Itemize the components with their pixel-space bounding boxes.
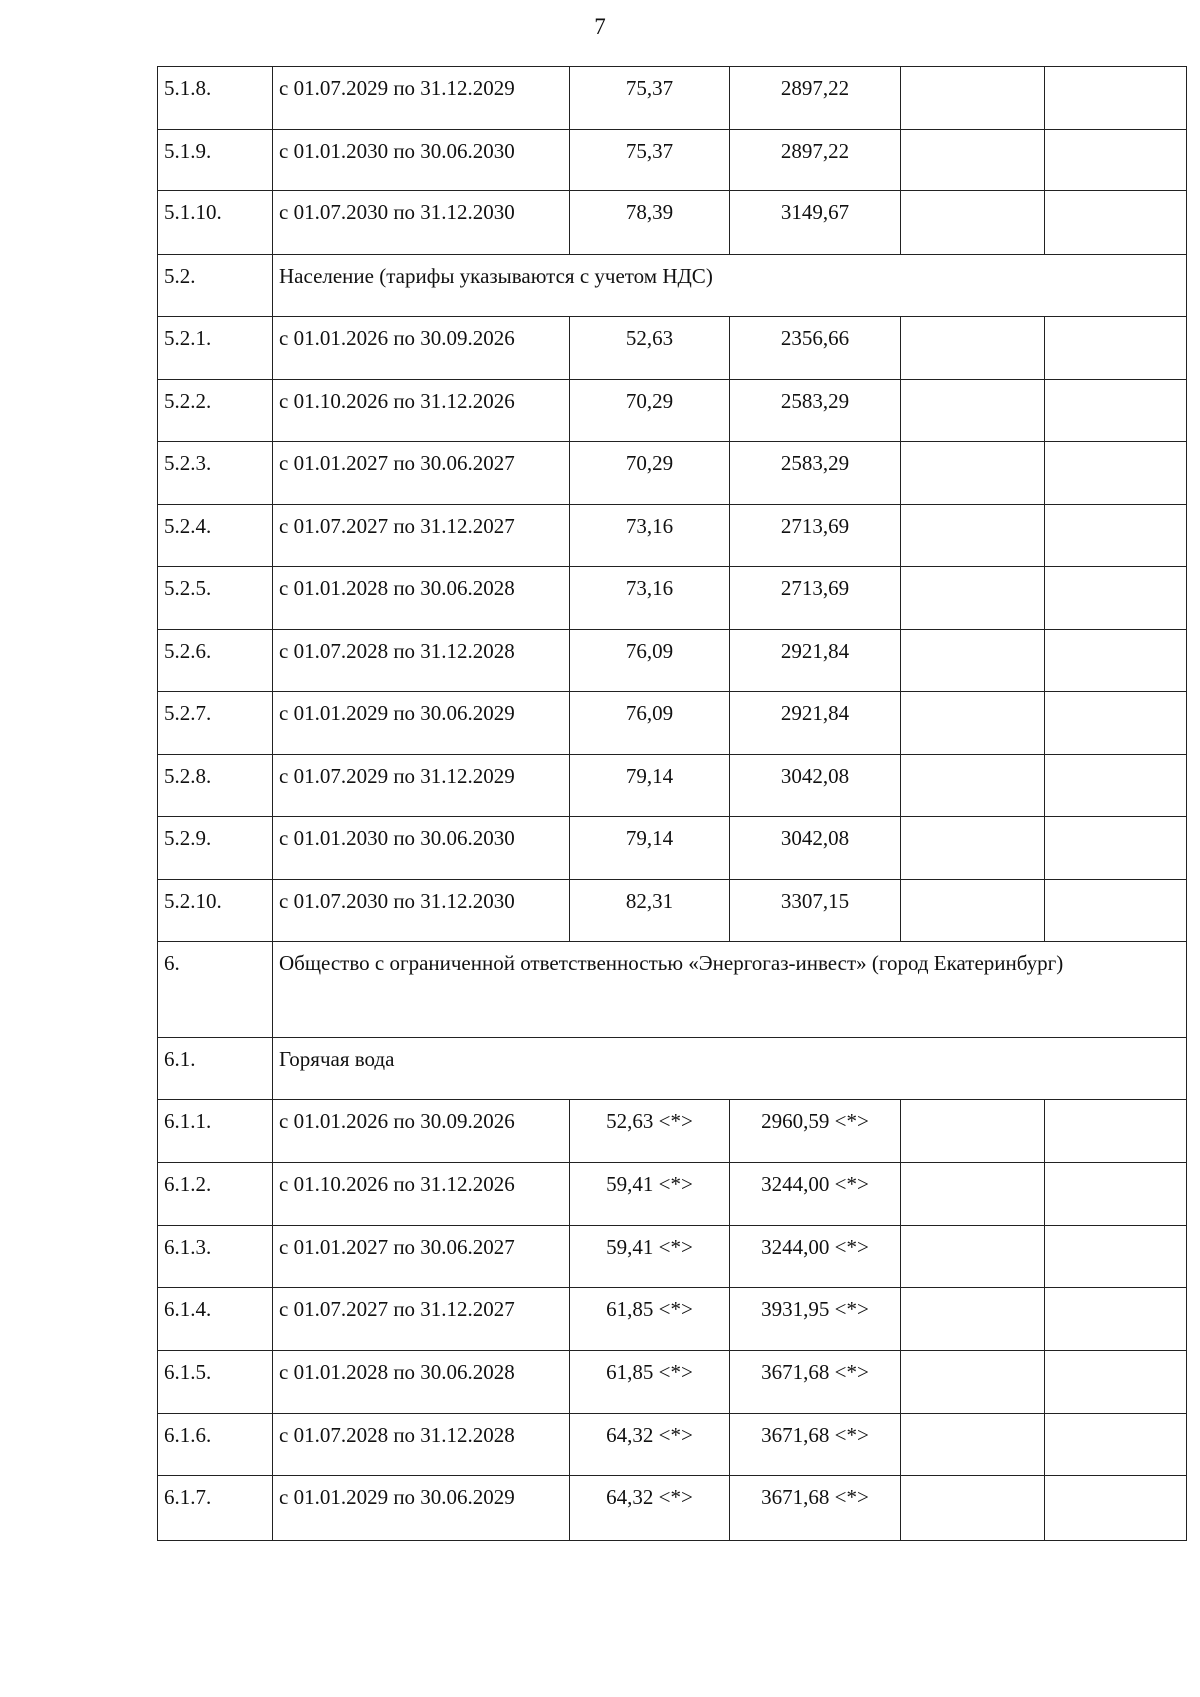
period-cell: с 01.01.2029 по 30.06.2029 bbox=[273, 1476, 570, 1541]
section-title-cell: Общество с ограниченной ответственностью «Энергогаз-инвест» (город Екатеринбург) bbox=[273, 942, 1187, 1038]
tariff-value-cell: 2356,66 bbox=[730, 317, 901, 380]
item-number-cell: 6.1.1. bbox=[158, 1100, 273, 1163]
period-cell: с 01.07.2030 по 31.12.2030 bbox=[273, 191, 570, 255]
period-cell: с 01.01.2029 по 30.06.2029 bbox=[273, 692, 570, 755]
item-number-cell: 5.2.8. bbox=[158, 755, 273, 817]
tariff-value-cell: 79,14 bbox=[570, 817, 730, 880]
tariff-value-cell: 3042,08 bbox=[730, 817, 901, 880]
tariff-value-cell: 73,16 bbox=[570, 567, 730, 630]
empty-cell bbox=[1045, 630, 1187, 692]
table-row bbox=[158, 880, 1187, 942]
item-number-cell: 5.2. bbox=[158, 255, 273, 317]
item-number-cell: 5.2.4. bbox=[158, 505, 273, 567]
tariff-value-cell: 3671,68 <*> bbox=[730, 1351, 901, 1414]
empty-cell bbox=[901, 442, 1045, 505]
tariff-value-cell: 2713,69 bbox=[730, 505, 901, 567]
tariff-value-cell: 75,37 bbox=[570, 67, 730, 130]
item-number-cell: 5.2.1. bbox=[158, 317, 273, 380]
tariff-value-cell: 79,14 bbox=[570, 755, 730, 817]
empty-cell bbox=[1045, 380, 1187, 442]
table-row bbox=[158, 67, 1187, 130]
table-row bbox=[158, 1351, 1187, 1414]
tariff-value-cell: 2897,22 bbox=[730, 130, 901, 191]
section-header-row bbox=[158, 1038, 1187, 1100]
tariff-value-cell: 2713,69 bbox=[730, 567, 901, 630]
empty-cell bbox=[1045, 880, 1187, 942]
period-cell: с 01.01.2030 по 30.06.2030 bbox=[273, 130, 570, 191]
section-header-row bbox=[158, 942, 1187, 1038]
table-row bbox=[158, 1100, 1187, 1163]
empty-cell bbox=[1045, 1163, 1187, 1226]
tariff-value-cell: 52,63 bbox=[570, 317, 730, 380]
empty-cell bbox=[901, 567, 1045, 630]
tariff-value-cell: 76,09 bbox=[570, 692, 730, 755]
item-number-cell: 5.2.2. bbox=[158, 380, 273, 442]
tariff-value-cell: 61,85 <*> bbox=[570, 1351, 730, 1414]
tariff-value-cell: 78,39 bbox=[570, 191, 730, 255]
item-number-cell: 6.1. bbox=[158, 1038, 273, 1100]
empty-cell bbox=[1045, 1351, 1187, 1414]
period-cell: с 01.07.2028 по 31.12.2028 bbox=[273, 630, 570, 692]
period-cell: с 01.07.2029 по 31.12.2029 bbox=[273, 755, 570, 817]
empty-cell bbox=[1045, 817, 1187, 880]
item-number-cell: 6.1.6. bbox=[158, 1414, 273, 1476]
tariff-value-cell: 76,09 bbox=[570, 630, 730, 692]
empty-cell bbox=[901, 755, 1045, 817]
empty-cell bbox=[1045, 505, 1187, 567]
section-header-row bbox=[158, 255, 1187, 317]
empty-cell bbox=[1045, 67, 1187, 130]
table-row bbox=[158, 630, 1187, 692]
period-cell: с 01.07.2027 по 31.12.2027 bbox=[273, 505, 570, 567]
empty-cell bbox=[901, 67, 1045, 130]
tariff-value-cell: 73,16 bbox=[570, 505, 730, 567]
table-row bbox=[158, 567, 1187, 630]
period-cell: с 01.07.2027 по 31.12.2027 bbox=[273, 1288, 570, 1351]
empty-cell bbox=[901, 692, 1045, 755]
tariff-value-cell: 2921,84 bbox=[730, 692, 901, 755]
item-number-cell: 5.2.3. bbox=[158, 442, 273, 505]
item-number-cell: 6.1.3. bbox=[158, 1226, 273, 1288]
empty-cell bbox=[901, 191, 1045, 255]
table-row bbox=[158, 1414, 1187, 1476]
period-cell: с 01.10.2026 по 31.12.2026 bbox=[273, 1163, 570, 1226]
empty-cell bbox=[1045, 1226, 1187, 1288]
empty-cell bbox=[901, 880, 1045, 942]
tariff-value-cell: 3149,67 bbox=[730, 191, 901, 255]
tariff-value-cell: 52,63 <*> bbox=[570, 1100, 730, 1163]
table-row bbox=[158, 1288, 1187, 1351]
tariff-value-cell: 2960,59 <*> bbox=[730, 1100, 901, 1163]
empty-cell bbox=[1045, 442, 1187, 505]
empty-cell bbox=[1045, 191, 1187, 255]
section-title-cell: Горячая вода bbox=[273, 1038, 1187, 1100]
table-row bbox=[158, 755, 1187, 817]
empty-cell bbox=[1045, 130, 1187, 191]
empty-cell bbox=[1045, 1288, 1187, 1351]
tariff-value-cell: 3244,00 <*> bbox=[730, 1163, 901, 1226]
table-row bbox=[158, 191, 1187, 255]
tariff-value-cell: 2583,29 bbox=[730, 380, 901, 442]
empty-cell bbox=[901, 817, 1045, 880]
tariff-value-cell: 3931,95 <*> bbox=[730, 1288, 901, 1351]
item-number-cell: 5.2.6. bbox=[158, 630, 273, 692]
period-cell: с 01.01.2028 по 30.06.2028 bbox=[273, 567, 570, 630]
empty-cell bbox=[1045, 692, 1187, 755]
item-number-cell: 6.1.2. bbox=[158, 1163, 273, 1226]
empty-cell bbox=[901, 130, 1045, 191]
empty-cell bbox=[1045, 317, 1187, 380]
item-number-cell: 5.2.10. bbox=[158, 880, 273, 942]
tariff-table-body bbox=[158, 67, 1187, 1541]
tariff-value-cell: 61,85 <*> bbox=[570, 1288, 730, 1351]
empty-cell bbox=[901, 1288, 1045, 1351]
period-cell: с 01.01.2030 по 30.06.2030 bbox=[273, 817, 570, 880]
tariff-value-cell: 3244,00 <*> bbox=[730, 1226, 901, 1288]
tariff-value-cell: 2921,84 bbox=[730, 630, 901, 692]
empty-cell bbox=[1045, 1414, 1187, 1476]
tariff-value-cell: 3307,15 bbox=[730, 880, 901, 942]
empty-cell bbox=[1045, 755, 1187, 817]
empty-cell bbox=[901, 380, 1045, 442]
item-number-cell: 5.1.9. bbox=[158, 130, 273, 191]
tariff-value-cell: 82,31 bbox=[570, 880, 730, 942]
table-row bbox=[158, 130, 1187, 191]
tariff-value-cell: 3671,68 <*> bbox=[730, 1414, 901, 1476]
item-number-cell: 6.1.4. bbox=[158, 1288, 273, 1351]
empty-cell bbox=[901, 1226, 1045, 1288]
item-number-cell: 5.2.9. bbox=[158, 817, 273, 880]
table-row bbox=[158, 505, 1187, 567]
item-number-cell: 6.1.7. bbox=[158, 1476, 273, 1541]
tariff-table bbox=[157, 66, 1187, 1541]
period-cell: с 01.07.2029 по 31.12.2029 bbox=[273, 67, 570, 130]
period-cell: с 01.01.2026 по 30.09.2026 bbox=[273, 317, 570, 380]
table-row bbox=[158, 817, 1187, 880]
table-row bbox=[158, 1163, 1187, 1226]
item-number-cell: 6. bbox=[158, 942, 273, 1038]
table-row bbox=[158, 1476, 1187, 1541]
tariff-value-cell: 59,41 <*> bbox=[570, 1226, 730, 1288]
tariff-value-cell: 2897,22 bbox=[730, 67, 901, 130]
period-cell: с 01.01.2027 по 30.06.2027 bbox=[273, 442, 570, 505]
empty-cell bbox=[901, 1100, 1045, 1163]
tariff-value-cell: 3042,08 bbox=[730, 755, 901, 817]
period-cell: с 01.01.2028 по 30.06.2028 bbox=[273, 1351, 570, 1414]
empty-cell bbox=[1045, 1100, 1187, 1163]
period-cell: с 01.07.2030 по 31.12.2030 bbox=[273, 880, 570, 942]
tariff-value-cell: 75,37 bbox=[570, 130, 730, 191]
period-cell: с 01.10.2026 по 31.12.2026 bbox=[273, 380, 570, 442]
tariff-value-cell: 2583,29 bbox=[730, 442, 901, 505]
item-number-cell: 5.1.8. bbox=[158, 67, 273, 130]
tariff-value-cell: 70,29 bbox=[570, 442, 730, 505]
empty-cell bbox=[901, 1163, 1045, 1226]
empty-cell bbox=[1045, 567, 1187, 630]
empty-cell bbox=[901, 1351, 1045, 1414]
empty-cell bbox=[1045, 1476, 1187, 1541]
empty-cell bbox=[901, 505, 1045, 567]
tariff-value-cell: 64,32 <*> bbox=[570, 1476, 730, 1541]
item-number-cell: 5.1.10. bbox=[158, 191, 273, 255]
page-number: 7 bbox=[594, 14, 606, 39]
empty-cell bbox=[901, 1476, 1045, 1541]
period-cell: с 01.07.2028 по 31.12.2028 bbox=[273, 1414, 570, 1476]
empty-cell bbox=[901, 630, 1045, 692]
item-number-cell: 5.2.5. bbox=[158, 567, 273, 630]
empty-cell bbox=[901, 317, 1045, 380]
period-cell: с 01.01.2026 по 30.09.2026 bbox=[273, 1100, 570, 1163]
table-row bbox=[158, 442, 1187, 505]
table-row bbox=[158, 692, 1187, 755]
item-number-cell: 6.1.5. bbox=[158, 1351, 273, 1414]
section-title-cell: Население (тарифы указываются с учетом НДС) bbox=[273, 255, 1187, 317]
tariff-value-cell: 3671,68 <*> bbox=[730, 1476, 901, 1541]
tariff-value-cell: 59,41 <*> bbox=[570, 1163, 730, 1226]
table-row bbox=[158, 317, 1187, 380]
tariff-value-cell: 70,29 bbox=[570, 380, 730, 442]
empty-cell bbox=[901, 1414, 1045, 1476]
table-row bbox=[158, 1226, 1187, 1288]
tariff-value-cell: 64,32 <*> bbox=[570, 1414, 730, 1476]
table-row bbox=[158, 380, 1187, 442]
item-number-cell: 5.2.7. bbox=[158, 692, 273, 755]
period-cell: с 01.01.2027 по 30.06.2027 bbox=[273, 1226, 570, 1288]
